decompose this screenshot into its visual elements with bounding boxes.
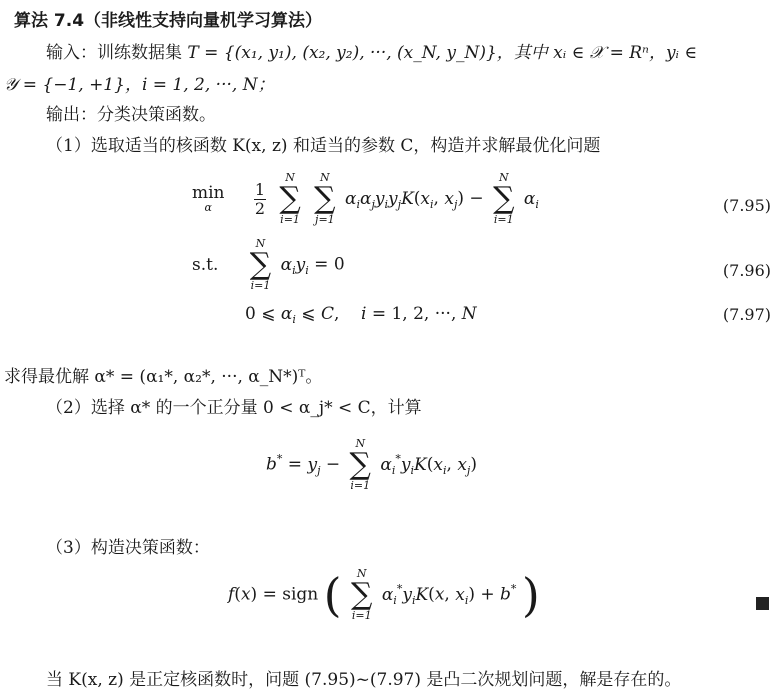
optimal-solution-text: 求得最优解 α* = (α₁*, α₂*, ···, α_N*)ᵀ。 — [4, 367, 323, 387]
equation-number-7-95: (7.95) — [722, 196, 771, 215]
step-3-text: （3）构造决策函数： — [46, 538, 210, 558]
equation-number-7-96: (7.96) — [722, 261, 771, 280]
input-line-2: 𝒴 = {−1, +1}，i = 1, 2, ···, N； — [4, 75, 275, 95]
step-2-text: （2）选择 α* 的一个正分量 0 < α_j* < C，计算 — [46, 398, 422, 418]
end-of-algorithm-square — [756, 597, 769, 610]
input-line — [46, 38, 697, 63]
input-expression: T = {(x₁, y₁), (x₂, y₂), ···, (x_N, y_N)}，其中 xᵢ ∈ 𝒳 = Rⁿ，yᵢ ∈ — [187, 43, 697, 63]
equation-number-7-97: (7.97) — [722, 305, 771, 324]
equation-7-97: 0 ⩽ $\alpha_i$ ⩽ C, i = 1, 2, ···, N — [245, 304, 477, 326]
equation-7-95: min α $\frac{1}{2}$ N ∑ i=1 N ∑ j=1 $\alpha_i\alpha_jy_iy_jK(x_i$, $x_j$) − N ∑ i=1 $\alpha_i$ — [192, 171, 539, 226]
equation-decision-function: f(x) = sign ( N ∑ i=1 $\alpha_i^*y_iK(x$, $x_i) + b^*$ ) — [228, 567, 540, 622]
input-label: 输入：训练数据集 — [46, 43, 182, 63]
equation-7-96: s.t. N ∑ i=1 $\alpha_iy_i = 0$ — [192, 237, 345, 292]
step-1-text: （1）选取适当的核函数 K(x, z) 和适当的参数 C，构造并求解最优化问题 — [46, 136, 601, 156]
equation-b-star: $b^* = y_j$ − N ∑ i=1 $\alpha_i^*y_iK(x_i$, $x_j$) — [266, 437, 477, 492]
concluding-remark: 当 K(x, z) 是正定核函数时，问题 (7.95)~(7.97) 是凸二次规划问题，解是存在的。 — [46, 670, 682, 690]
algorithm-title: 算法 7.4（非线性支持向量机学习算法） — [14, 11, 323, 31]
output-line: 输出：分类决策函数。 — [46, 105, 216, 125]
